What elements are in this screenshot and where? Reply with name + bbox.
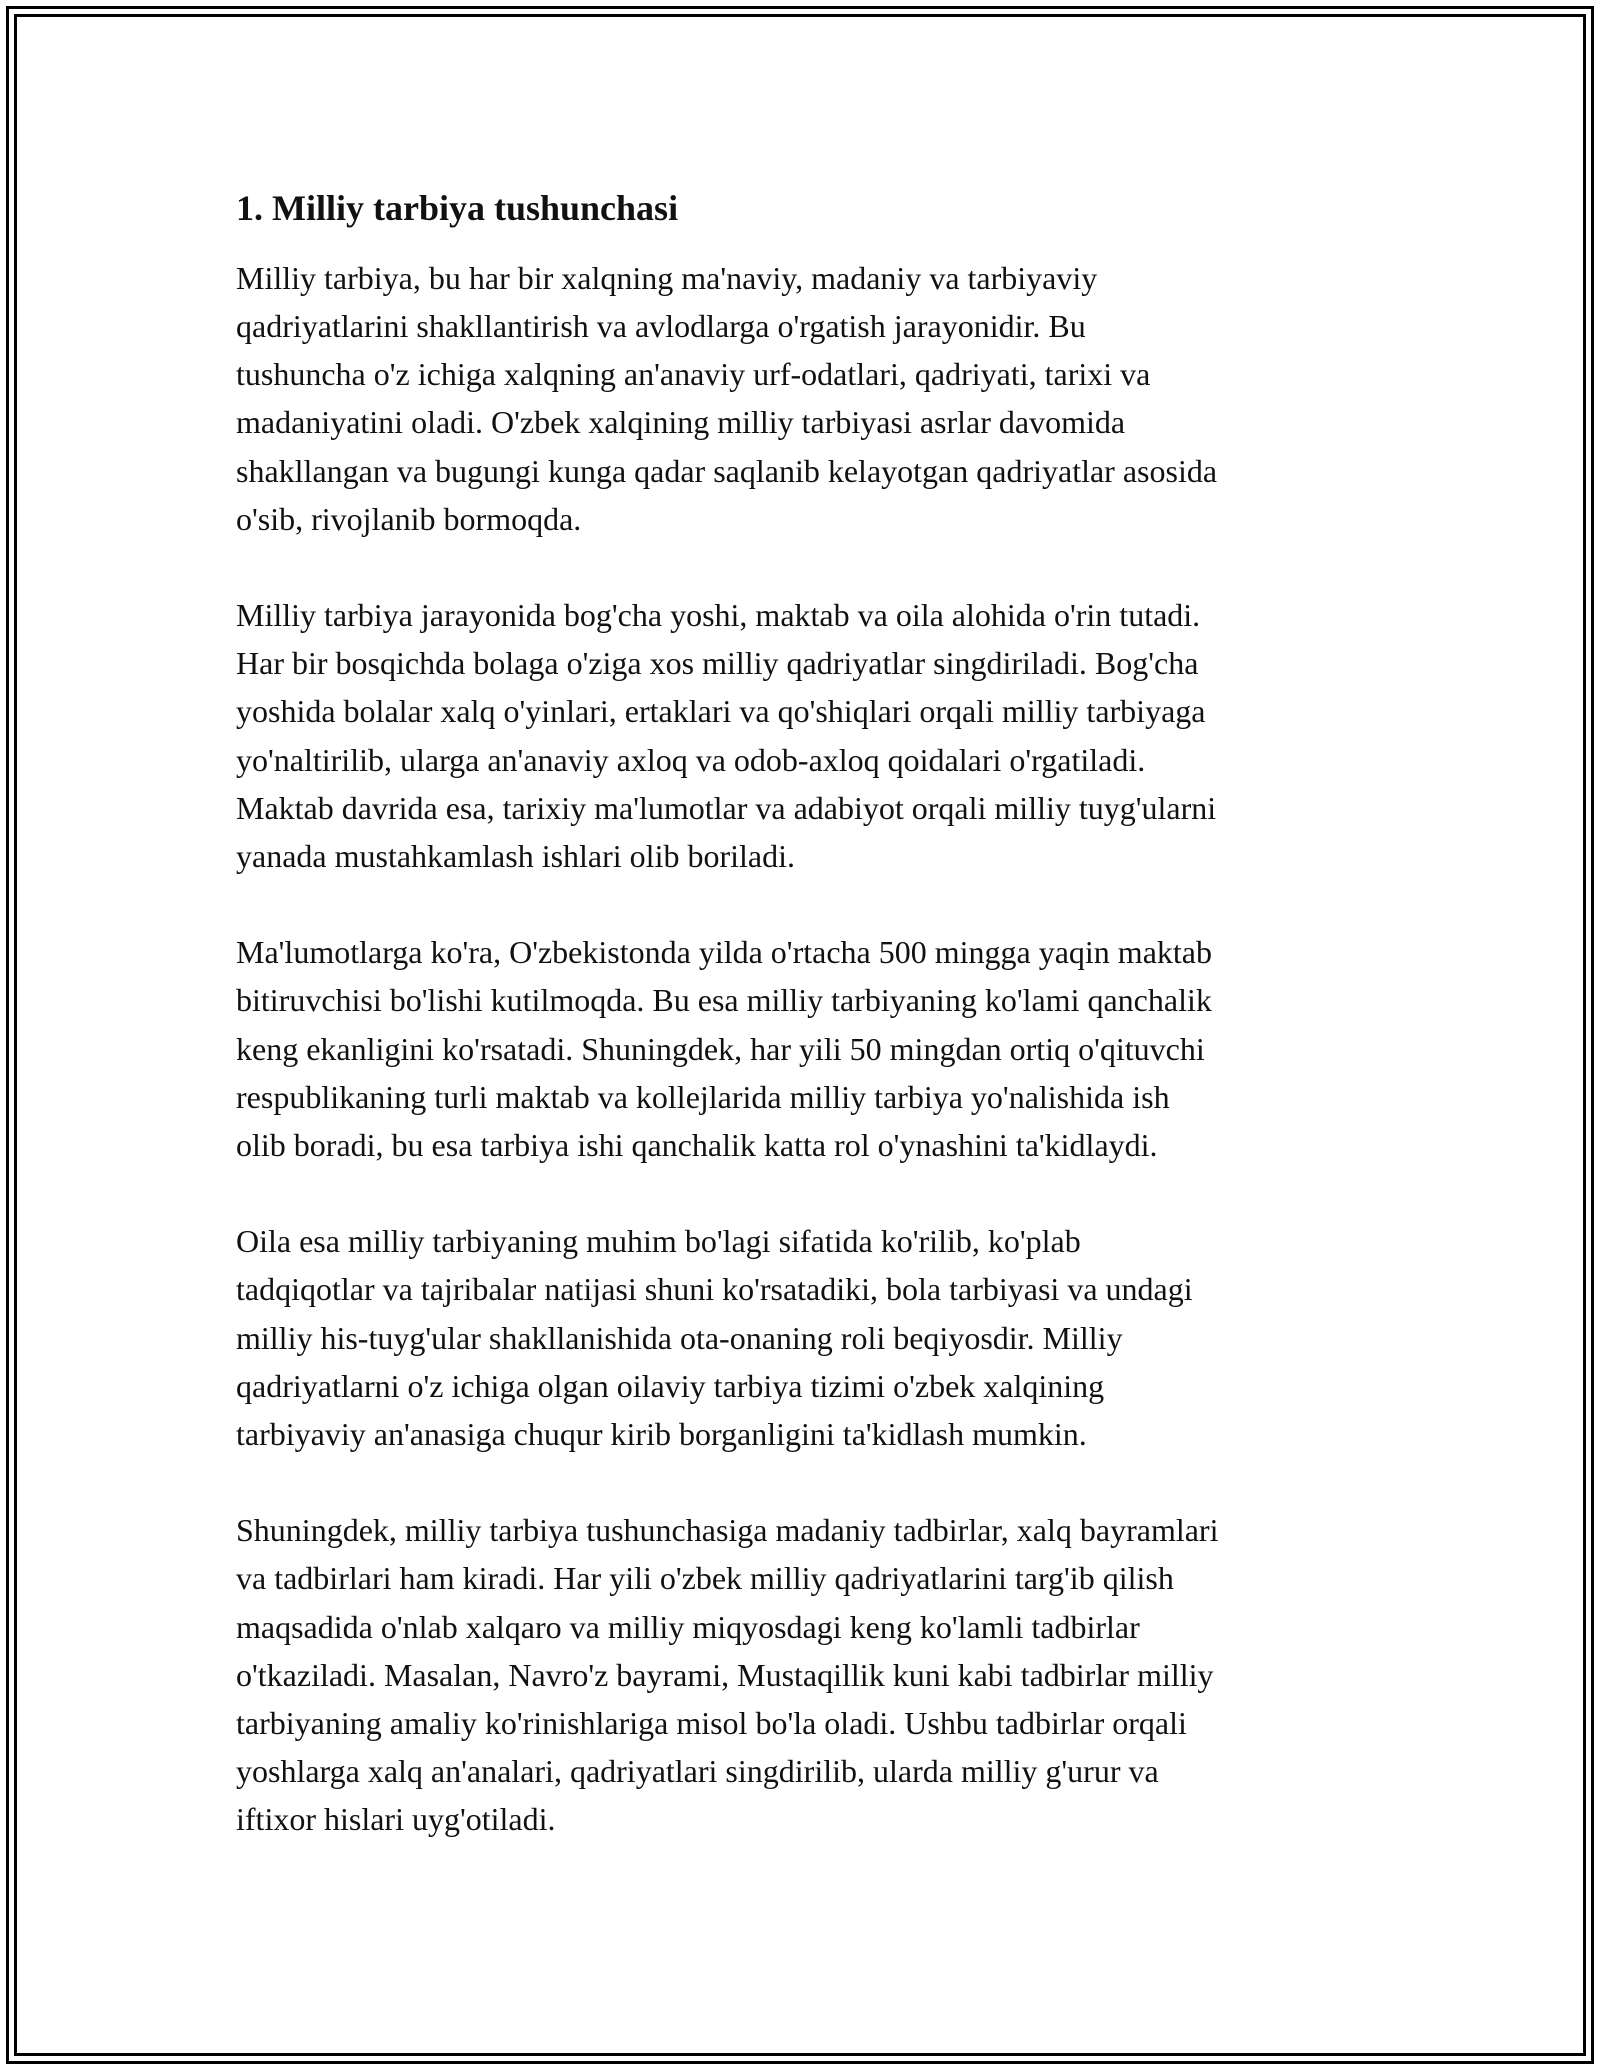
- section-heading: 1. Milliy tarbiya tushunchasi: [236, 188, 679, 228]
- paragraph-2: Milliy tarbiya jarayonida bog'cha yoshi, maktab va oila alohida o'rin tutadi. Har bir bosqichda bolaga o'ziga xos milliy qadriyatlar singdiriladi. Bog'cha yoshida bolalar xalq o'yinlari, ertaklari va qo'shiqlari orqali milliy tarbiyaga yo'naltirilib, ularga an'anaviy axloq va odob-axloq qoidalari o'rgatiladi. Maktab davrida esa, tarixiy ma'lumotlar va adabiyot orqali milliy tuyg'ularni yanada mustahkamlash ishlari olib boriladi.: [236, 597, 1217, 875]
- paragraph-1: Milliy tarbiya, bu har bir xalqning ma'naviy, madaniy va tarbiyaviy qadriyatlarini shakllantirish va avlodlarga o'rgatish jarayonidir. Bu tushuncha o'z ichiga xalqning an'anaviy urf-odatlari, qadriyati, tarixi va madaniyatini oladi. O'zbek xalqining milliy tarbiyasi asrlar davomida shakllangan va bugungi kunga qadar saqlanib kelayotgan qadriyatlar asosida o'sib, rivojlanib bormoqda.: [236, 259, 1218, 537]
- paragraph-4: Oila esa milliy tarbiyaning muhim bo'lagi sifatida ko'rilib, ko'plab tadqiqotlar va tajribalar natijasi shuni ko'rsatadiki, bola tarbiyasi va undagi milliy his-tuyg'ular shakllanishida ota-onaning roli beqiyosdir. Milliy qadriyatlarni o'z ichiga olgan oilaviy tarbiya tizimi o'zbek xalqining tarbiyaviy an'anasiga chuqur kirib borganligini ta'kidlash mumkin.: [236, 1223, 1193, 1453]
- paragraph-3: Ma'lumotlarga ko'ra, O'zbekistonda yilda o'rtacha 500 mingga yaqin maktab bitiruvchisi bo'lishi kutilmoqda. Bu esa milliy tarbiyaning ko'lami qanchalik keng ekanligini ko'rsatadi. Shuningdek, har yili 50 mingdan ortiq o'qituvchi respublikaning turli maktab va kollejlarida milliy tarbiya yo'nalishida ish olib boradi, bu esa tarbiya ishi qanchalik katta rol o'ynashini ta'kidlaydi.: [236, 934, 1212, 1164]
- document-body: [236, 185, 1366, 1892]
- paragraph-5: Shuningdek, milliy tarbiya tushunchasiga madaniy tadbirlar, xalq bayramlari va tadbirlari ham kiradi. Har yili o'zbek milliy qadriyatlarini targ'ib qilish maqsadida o'nlab xalqaro va milliy miqyosdagi keng ko'lamli tadbirlar o'tkaziladi. Masalan, Navro'z bayrami, Mustaqillik kuni kabi tadbirlar milliy tarbiyaning amaliy ko'rinishlariga misol bo'la oladi. Ushbu tadbirlar orqali yoshlarga xalq an'analari, qadriyatlari singdirilib, ularda milliy g'urur va iftixor hislari uyg'otiladi.: [236, 1512, 1219, 1838]
